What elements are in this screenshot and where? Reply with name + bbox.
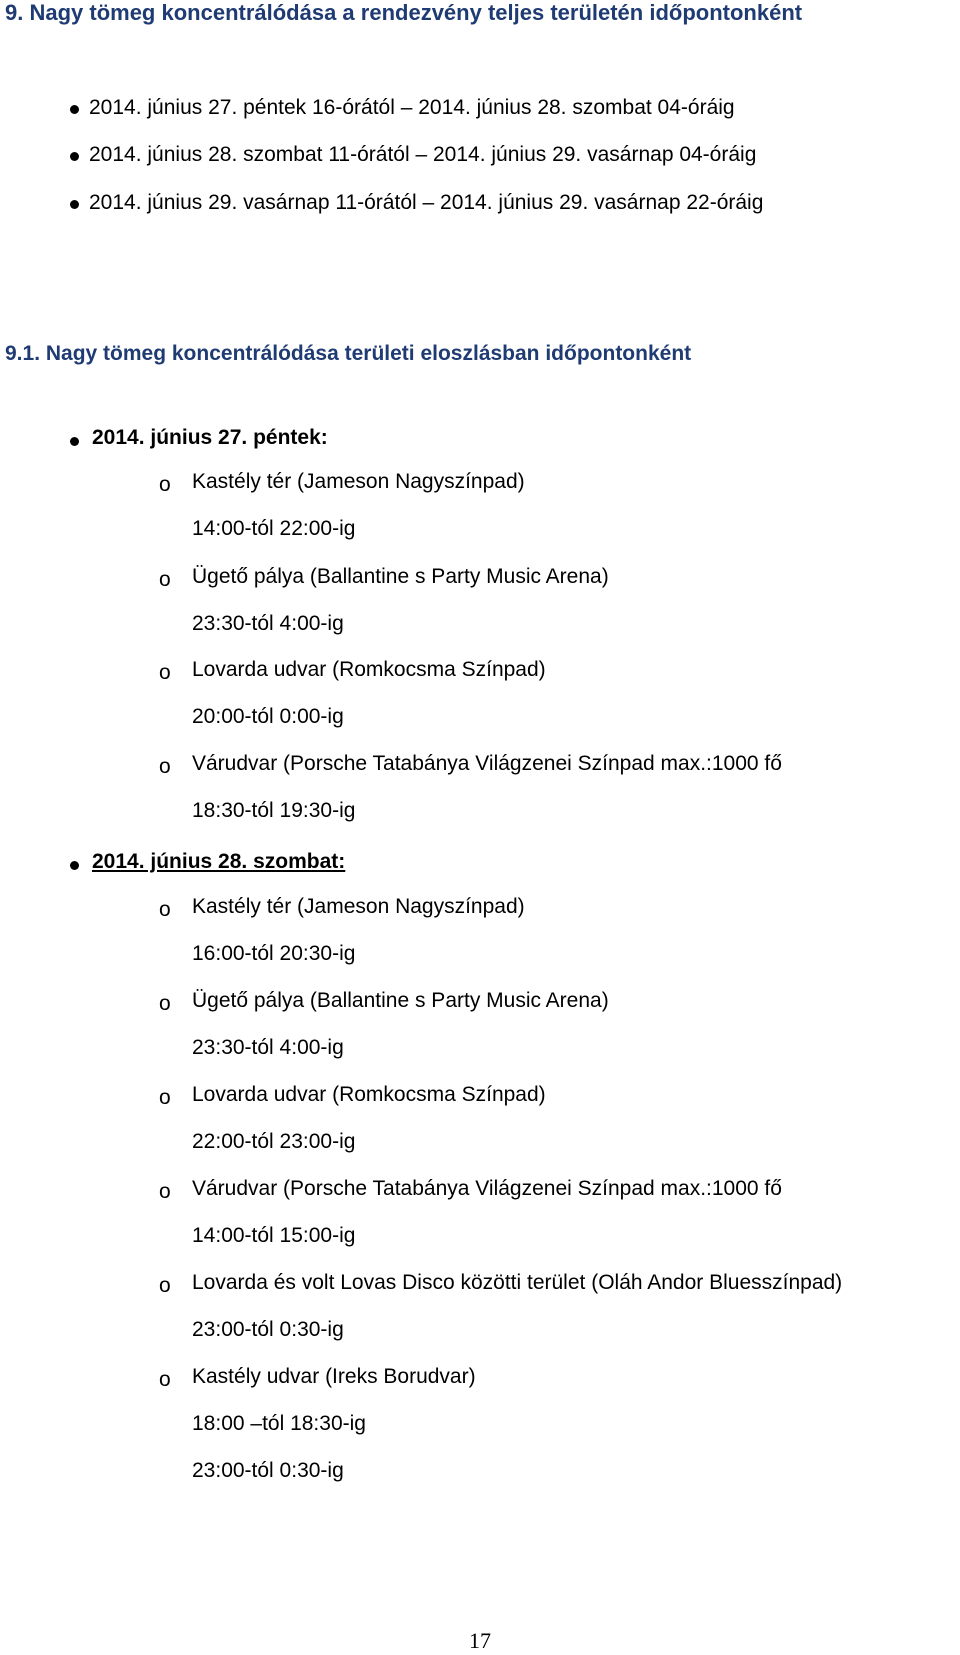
venue-name: Kastély udvar (Ireks Borudvar)	[192, 1365, 476, 1388]
sub-bullet-icon: o	[159, 1086, 171, 1109]
venue-name: Kastély tér (Jameson Nagyszínpad)	[192, 895, 525, 918]
sub-bullet-icon: o	[159, 661, 171, 684]
venue-name: Lovarda és volt Lovas Disco közötti terület (Oláh Andor Bluesszínpad)	[192, 1271, 843, 1294]
venue-time: 22:00-tól 23:00-ig	[192, 1130, 356, 1153]
subsection-heading: 9.1. Nagy tömeg koncentrálódása területi eloszlásban időpontonként	[5, 342, 692, 365]
venue-time: 18:30-tól 19:30-ig	[192, 799, 356, 822]
bullet-icon	[70, 861, 79, 870]
venue-name: Lovarda udvar (Romkocsma Színpad)	[192, 1083, 546, 1106]
venue-time: 14:00-tól 22:00-ig	[192, 517, 356, 540]
venue-name: Lovarda udvar (Romkocsma Színpad)	[192, 658, 546, 681]
venue-time: 18:00 –tól 18:30-ig	[192, 1412, 366, 1435]
venue-name: Várudvar (Porsche Tatabánya Világzenei Színpad max.:1000 fő	[192, 1177, 782, 1200]
sub-bullet-icon: o	[159, 898, 171, 921]
sub-bullet-icon: o	[159, 1274, 171, 1297]
day-label: 2014. június 27. péntek:	[92, 426, 328, 449]
venue-time: 20:00-tól 0:00-ig	[192, 705, 344, 728]
period-item: 2014. június 28. szombat 11-órától – 2014. június 29. vasárnap 04-óráig	[89, 143, 757, 166]
period-item: 2014. június 29. vasárnap 11-órától – 2014. június 29. vasárnap 22-óráig	[89, 191, 764, 214]
section-heading: 9. Nagy tömeg koncentrálódása a rendezvény teljes területén időpontonként	[5, 0, 803, 25]
venue-time: 23:30-tól 4:00-ig	[192, 1036, 344, 1059]
sub-bullet-icon: o	[159, 1180, 171, 1203]
venue-time: 23:30-tól 4:00-ig	[192, 612, 344, 635]
bullet-icon	[70, 437, 79, 446]
venue-time: 23:00-tól 0:30-ig	[192, 1318, 344, 1341]
venue-name: Ügető pálya (Ballantine s Party Music Arena)	[192, 565, 609, 588]
sub-bullet-icon: o	[159, 1368, 171, 1391]
period-item: 2014. június 27. péntek 16-órától – 2014. június 28. szombat 04-óráig	[89, 96, 735, 119]
sub-bullet-icon: o	[159, 755, 171, 778]
venue-name: Ügető pálya (Ballantine s Party Music Arena)	[192, 989, 609, 1012]
venue-name: Várudvar (Porsche Tatabánya Világzenei Színpad max.:1000 fő	[192, 752, 782, 775]
bullet-icon	[70, 152, 79, 161]
sub-bullet-icon: o	[159, 992, 171, 1015]
venue-time: 14:00-tól 15:00-ig	[192, 1224, 356, 1247]
bullet-icon	[70, 105, 79, 114]
sub-bullet-icon: o	[159, 568, 171, 591]
day-label: 2014. június 28. szombat:	[92, 850, 346, 873]
sub-bullet-icon: o	[159, 473, 171, 496]
page-number: 17	[469, 1628, 491, 1653]
venue-time: 16:00-tól 20:30-ig	[192, 942, 356, 965]
venue-time: 23:00-tól 0:30-ig	[192, 1459, 344, 1482]
venue-name: Kastély tér (Jameson Nagyszínpad)	[192, 470, 525, 493]
bullet-icon	[70, 200, 79, 209]
